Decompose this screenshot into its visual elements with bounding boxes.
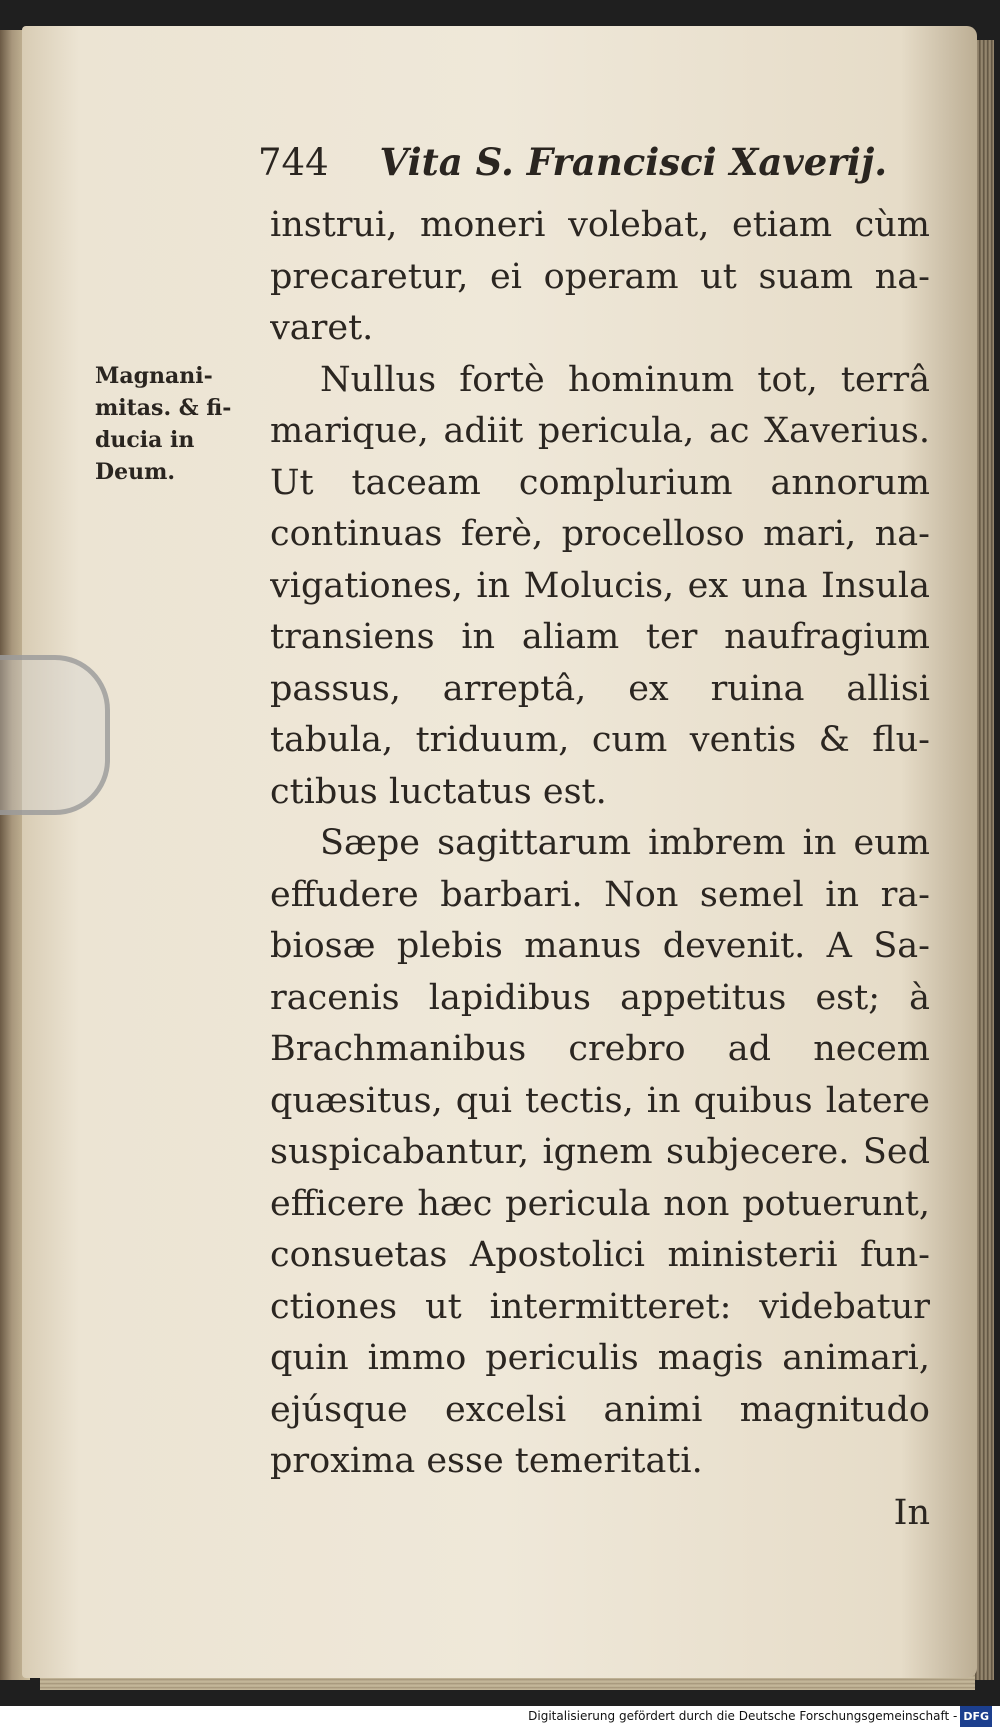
marginal-line: ducia in (95, 427, 195, 453)
text-line: instrui, moneri volebat, etiam cùm (270, 205, 930, 245)
text-line: continuas ferè, procelloso mari, na- (270, 514, 930, 554)
running-title: Vita S. Francisci Xaverij. (379, 140, 888, 184)
text-line: effudere barbari. Non semel in ra- (270, 874, 930, 915)
text-line: Sæpe sagittarum imbrem in eum (320, 823, 930, 863)
text-line: Ut taceam complurium annorum (270, 462, 930, 503)
text-line: transiens in aliam ter naufragium (270, 617, 930, 657)
digitization-footer (0, 1706, 1000, 1727)
marginal-note (95, 360, 245, 488)
text-line: ctiones ut intermitteret: videbatur (270, 1286, 930, 1327)
marginal-line: Magnani- (95, 363, 213, 389)
text-line: precaretur, ei operam ut suam na- (270, 256, 930, 297)
marginal-line: mitas. & fi- (95, 395, 232, 421)
footer-text: Digitalisierung gefördert durch die Deutsche Forschungsgemeinschaft - (528, 1709, 958, 1723)
text-line: quin immo periculis magis animari, (270, 1338, 930, 1378)
text-line: quæsitus, qui tectis, in quibus latere (270, 1080, 930, 1121)
body-text (270, 200, 930, 1539)
text-line: efficere hæc pericula non potuerunt, (270, 1183, 930, 1224)
text-line: ejúsque excelsi animi magnitudo (270, 1389, 930, 1430)
text-line: marique, adiit pericula, ac Xaverius. (270, 411, 930, 451)
page-header (258, 140, 938, 190)
text-line: Brachmanibus crebro ad necem (270, 1029, 930, 1069)
text-line: ctibus luctatus est. (270, 771, 607, 812)
text-line: proxima esse temeritati. (270, 1441, 703, 1481)
text-line: varet. (270, 308, 374, 348)
text-line: Nullus fortè hominum tot, terrâ (320, 359, 930, 400)
text-line: tabula, triduum, cum ventis & flu- (270, 720, 930, 760)
catchword: In (893, 1492, 930, 1533)
text-line: passus, arreptâ, ex ruina allisi (270, 668, 930, 709)
page-number: 744 (258, 141, 329, 184)
text-line: racenis lapidibus appetitus est; à (270, 977, 930, 1018)
text-line: vigationes, in Molucis, ex una Insula (270, 565, 930, 606)
text-line: biosæ plebis manus devenit. A Sa- (270, 926, 930, 966)
text-line: consuetas Apostolici ministerii fun- (270, 1235, 930, 1275)
marginal-line: Deum. (95, 459, 176, 485)
page-clip (0, 655, 110, 815)
dfg-logo: DFG (960, 1706, 992, 1727)
text-line: suspicabantur, ignem subjecere. Sed (270, 1132, 930, 1172)
